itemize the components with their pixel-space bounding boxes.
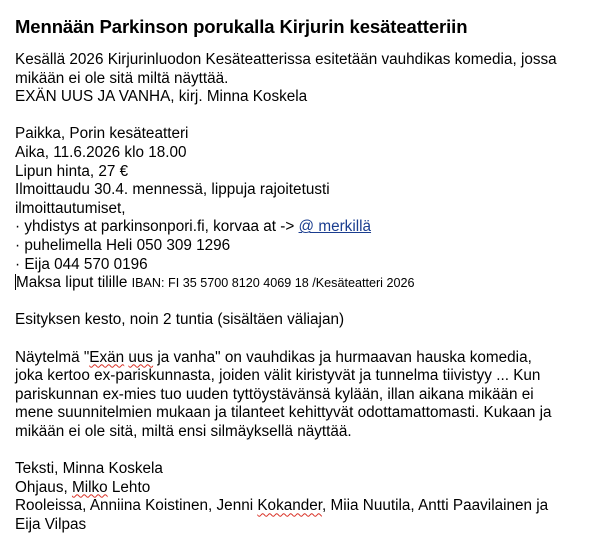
- payment-label: Maksa liput tilille: [16, 274, 132, 292]
- credits-text-line: Teksti, Minna Koskela: [15, 460, 163, 478]
- intro-line-1: Kesällä 2026 Kirjurinluodon Kesäteatterissa esitetään vauhdikas komedia, jossa: [15, 51, 557, 68]
- direction-surname: Lehto: [107, 478, 151, 496]
- intro-line-2: mikään ei ole sitä miltä näyttää.: [15, 69, 229, 87]
- description-text: ja vanha" on vauhdikas ja hurmaavan hauska komedia,: [153, 348, 532, 366]
- time-line: Aika, 11.6.2026 klo 18.00: [15, 143, 187, 161]
- document-body[interactable]: [15, 15, 595, 534]
- registration-line: Ilmoittaudu 30.4. mennessä, lippuja rajoitetusti: [15, 181, 330, 199]
- misspelled-word[interactable]: Exän: [89, 348, 125, 366]
- misspelled-word[interactable]: Kokander: [257, 497, 322, 515]
- registration-label: ilmoittautumiset,: [15, 199, 126, 217]
- registration-phone-item-2: · Eija 044 570 0196: [15, 255, 148, 273]
- description-line-2: joka kertoo ex-pariskunnasta, joiden välit kiristyvät ja tunnelma tiivistyy ... Kun: [15, 367, 541, 385]
- description-text: Näytelmä ": [15, 348, 90, 366]
- registration-phone-item: · puhelimella Heli 050 309 1296: [15, 236, 231, 254]
- misspelled-word[interactable]: uus: [128, 348, 154, 366]
- play-title-line: EXÄN UUS JA VANHA, kirj. Minna Koskela: [15, 88, 308, 106]
- registration-email-item: [15, 218, 595, 237]
- payment-iban: IBAN: FI 35 5700 8120 4069 18 /Kesäteatteri 2026: [131, 276, 415, 291]
- misspelled-word[interactable]: Milko: [71, 478, 108, 496]
- duration-line: Esityksen kesto, noin 2 tuntia (sisältäen väliajan): [15, 311, 345, 329]
- place-line: Paikka, Porin kesäteatteri: [15, 125, 189, 143]
- direction-label: Ohjaus,: [15, 478, 72, 496]
- payment-line: [15, 274, 595, 293]
- cast-text: , Miia Nuutila, Antti Paavilainen ja: [322, 497, 549, 515]
- document-title: Mennään Parkinson porukalla Kirjurin kesäteatteriin: [15, 16, 468, 37]
- credits-cast-line-2: Eija Vilpas: [15, 515, 87, 533]
- email-instruction: · yhdistys at parkinsonpori.fi, korvaa at ->: [15, 218, 299, 236]
- description-line-5: mikään ei ole sitä, miltä ensi silmäyksellä näyttää.: [15, 422, 352, 440]
- description-line-1: [15, 349, 595, 368]
- price-line: Lipun hinta, 27 €: [15, 162, 129, 180]
- description-line-3: pariskunnan ex-mies tuo uuden tyttöystävänsä kylään, illan aikana mikään ei: [15, 385, 534, 403]
- at-sign-link[interactable]: @ merkillä: [298, 218, 372, 236]
- credits-direction-line: [15, 479, 595, 498]
- cast-text: Rooleissa, Anniina Koistinen, Jenni: [15, 497, 258, 515]
- credits-cast-line: [15, 497, 595, 516]
- description-line-4: mene suunnitelmien mukaan ja tilanteet kehittyvät odottamattomasti. Kukaan ja: [15, 404, 552, 422]
